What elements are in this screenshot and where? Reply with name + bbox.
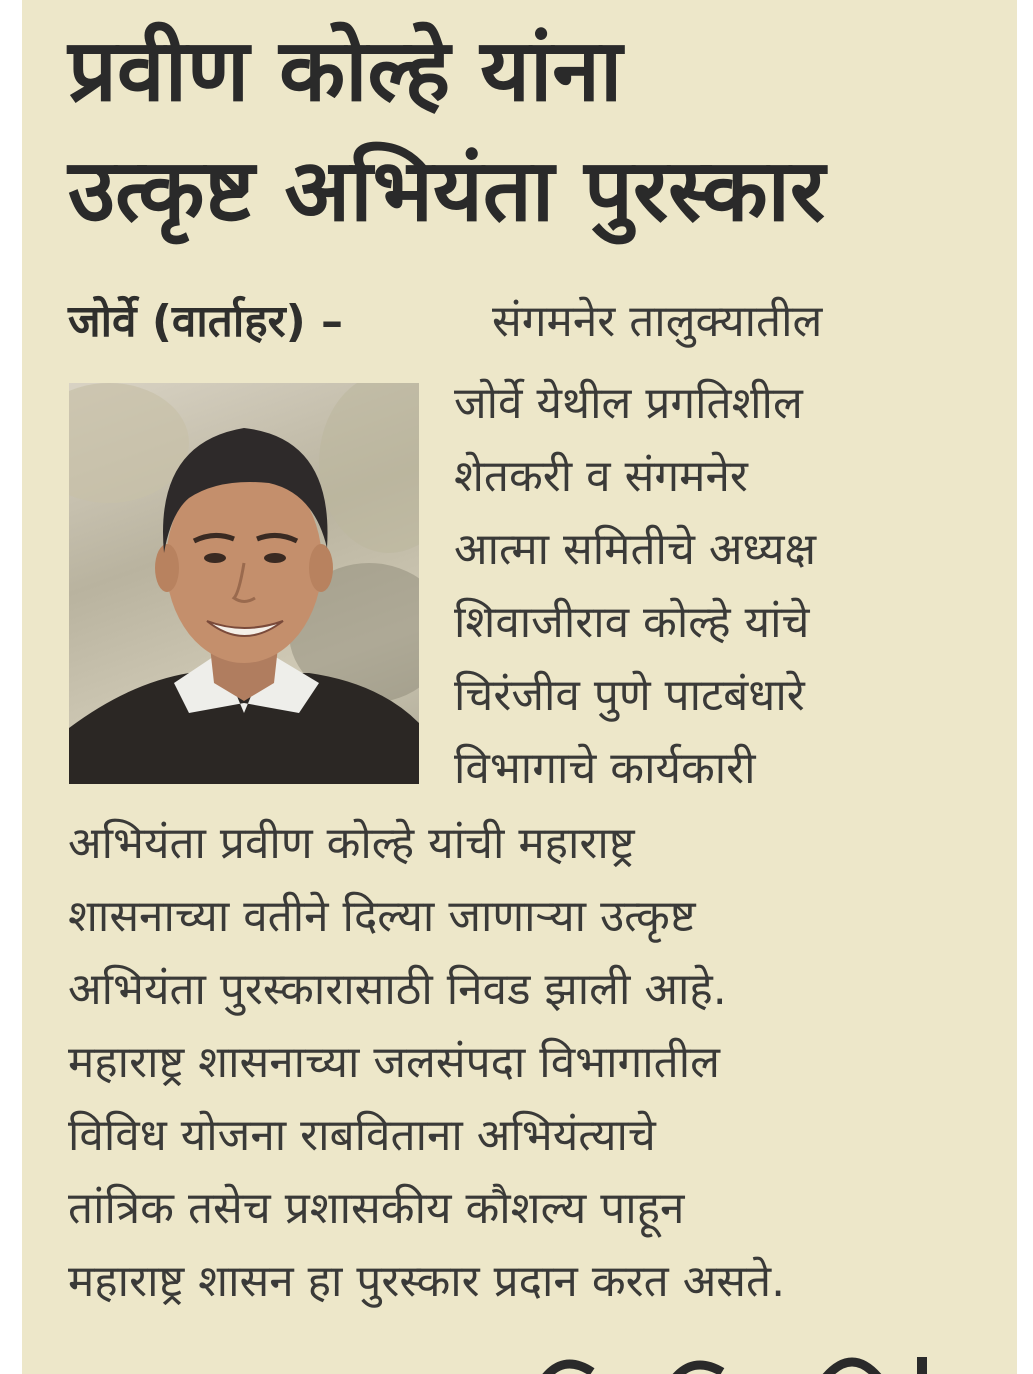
body-line: अभियंता पुरस्कारासाठी निवड झाली आहे. — [68, 964, 727, 1015]
body-line: विभागाचे कार्यकारी — [454, 743, 756, 794]
body-line: जोर्वे येथील प्रगतिशील — [454, 378, 803, 429]
portrait-photo-icon — [69, 383, 419, 784]
body-line: आत्मा समितीचे अध्यक्ष — [454, 524, 817, 575]
body-line: तांत्रिक तसेच प्रशासकीय कौशल्य पाहून — [68, 1183, 685, 1234]
body-line: महाराष्ट्र शासन हा पुरस्कार प्रदान करत असते. — [68, 1256, 786, 1307]
body-line: महाराष्ट्र शासनाच्या जलसंपदा विभागातील — [68, 1037, 720, 1088]
body-line: शिवाजीराव कोल्हे यांचे — [454, 597, 810, 648]
body-line: विविध योजना राबविताना अभियंत्याचे — [68, 1110, 656, 1161]
body-line: शासनाच्या वतीने दिल्या जाणाऱ्या उत्कृष्ट — [68, 891, 696, 942]
headline-line-1: प्रवीण कोल्हे यांना — [68, 21, 623, 121]
newspaper-clipping — [22, 0, 1017, 1374]
body-line: शेतकरी व संगमनेर — [454, 451, 748, 502]
body-line: संगमनेर तालुक्यातील — [492, 296, 823, 347]
portrait-photo — [69, 383, 419, 784]
body-line: अभियंता प्रवीण कोल्हे यांची महाराष्ट्र — [68, 818, 635, 869]
body-line: चिरंजीव पुणे पाटबंधारे — [454, 670, 805, 721]
headline-line-2: उत्कृष्ट अभियंता पुरस्कार — [68, 141, 826, 241]
cutoff-next-headline-marks — [522, 1342, 942, 1374]
dateline: जोर्वे (वार्ताहर) – — [68, 296, 344, 347]
